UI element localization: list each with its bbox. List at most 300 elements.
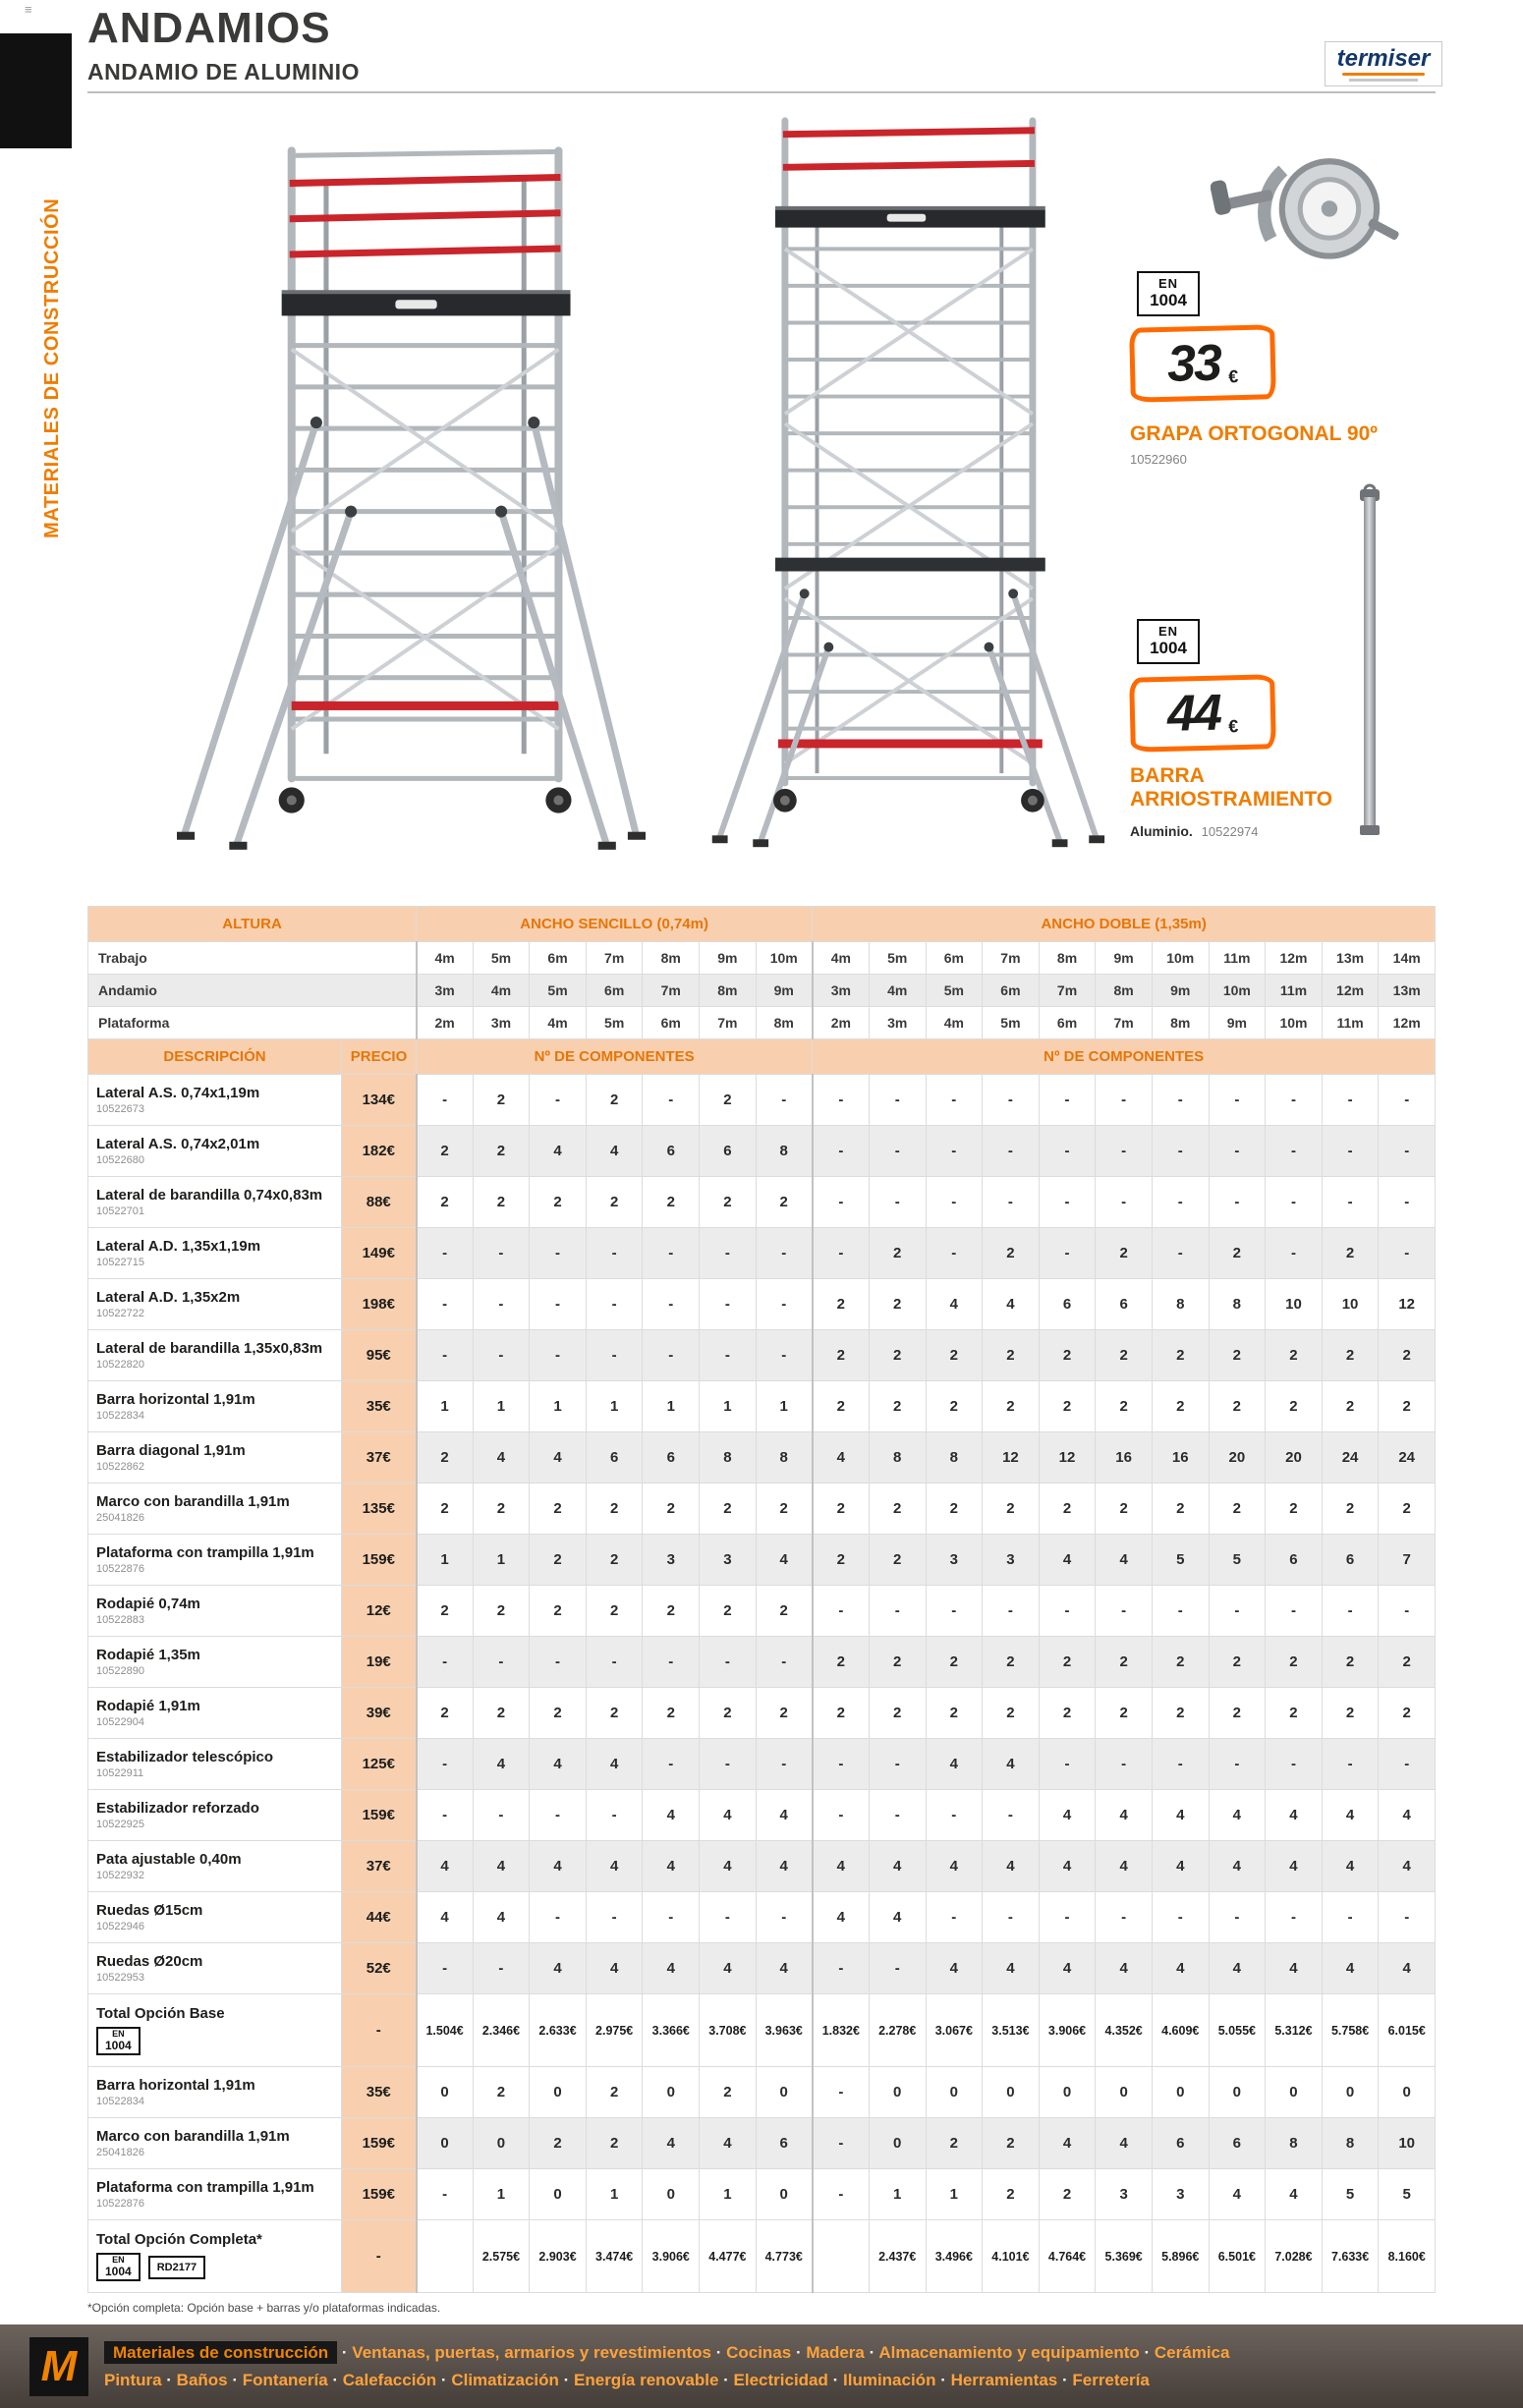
en-1004-badge [1137, 271, 1200, 316]
component-count: 2 [700, 1075, 757, 1126]
component-count: 2 [530, 1535, 587, 1586]
component-count: 2 [586, 2118, 643, 2169]
component-count: 3.513€ [983, 1994, 1040, 2067]
component-count: 2 [813, 1688, 870, 1739]
product-description [88, 1994, 342, 2067]
component-count: 4 [417, 1841, 474, 1892]
component-count: 2 [869, 1279, 926, 1330]
price-cell: 159€ [342, 2169, 417, 2220]
component-count: 8.160€ [1379, 2220, 1436, 2293]
footer-separator: · [935, 2370, 951, 2389]
component-count: 2 [586, 1177, 643, 1228]
product-description [88, 1279, 342, 1330]
component-count: 24 [1322, 1432, 1379, 1484]
component-count: 4 [1266, 1790, 1323, 1841]
component-count: 4 [813, 1841, 870, 1892]
component-count: - [869, 1075, 926, 1126]
component-count: 2 [417, 1484, 474, 1535]
component-count: - [586, 1228, 643, 1279]
component-count: 12 [1379, 1279, 1436, 1330]
product-code: 10522834 [96, 1410, 144, 1423]
component-count: 4 [813, 1432, 870, 1484]
component-count: 4 [700, 1841, 757, 1892]
component-count: 4 [530, 1943, 587, 1994]
component-count: 2 [983, 1484, 1040, 1535]
component-count: 2 [473, 1586, 530, 1637]
component-count: 2 [700, 1177, 757, 1228]
component-count: - [1152, 1228, 1209, 1279]
component-count: 2 [756, 1586, 813, 1637]
component-count: 4 [1209, 1841, 1266, 1892]
dimension-value: 4m [813, 942, 870, 975]
component-count: 3 [1152, 2169, 1209, 2220]
component-count: 2 [926, 1381, 983, 1432]
product-row [88, 1739, 1436, 1790]
price-cell: - [342, 2220, 417, 2293]
descripcion-header: DESCRIPCIÓN [88, 1039, 342, 1075]
component-count: 2 [1096, 1688, 1153, 1739]
component-count: 4 [1209, 1943, 1266, 1994]
component-count: - [1096, 1126, 1153, 1177]
component-count: 2 [983, 1228, 1040, 1279]
component-count [417, 2220, 474, 2293]
component-count: 0 [1209, 2067, 1266, 2118]
dimension-value: 12m [1266, 942, 1323, 975]
component-count: - [983, 1586, 1040, 1637]
component-count: - [1209, 1075, 1266, 1126]
component-count: - [983, 1790, 1040, 1841]
component-count: 3 [983, 1535, 1040, 1586]
component-count: 2 [1209, 1330, 1266, 1381]
component-count: 2 [530, 1484, 587, 1535]
component-count: 6 [756, 2118, 813, 2169]
component-count: - [813, 1943, 870, 1994]
price-cell: 159€ [342, 1535, 417, 1586]
component-count: 2 [473, 1177, 530, 1228]
component-count: 8 [756, 1126, 813, 1177]
component-count: - [473, 1279, 530, 1330]
product-code: 10522953 [96, 1972, 144, 1985]
component-count: 2 [1322, 1688, 1379, 1739]
component-count: 2 [983, 1637, 1040, 1688]
dimension-value: 6m [926, 942, 983, 975]
component-count: 20 [1266, 1432, 1323, 1484]
price-cell: 35€ [342, 1381, 417, 1432]
component-count: - [417, 1943, 474, 1994]
dimension-value: 9m [700, 942, 757, 975]
component-count: 2 [530, 1586, 587, 1637]
product-description [88, 1739, 342, 1790]
dimension-label: Andamio [88, 975, 417, 1007]
component-count: 6.015€ [1379, 1994, 1436, 2067]
component-count: 2 [1039, 1484, 1096, 1535]
product-code: 10522932 [96, 1870, 144, 1882]
component-count: 0 [417, 2118, 474, 2169]
component-count: - [813, 1790, 870, 1841]
product-description [88, 1484, 342, 1535]
component-count: 4 [1152, 1790, 1209, 1841]
component-count: 0 [473, 2118, 530, 2169]
component-count: 4 [1152, 1943, 1209, 1994]
component-count: - [700, 1228, 757, 1279]
component-count: 1 [756, 1381, 813, 1432]
header-divider [87, 91, 1436, 93]
component-count: 4 [1039, 1535, 1096, 1586]
component-count: 6 [1322, 1535, 1379, 1586]
product-description [88, 1330, 342, 1381]
component-count: - [1379, 1739, 1436, 1790]
footer-category: Cocinas [726, 2343, 792, 2363]
component-count: - [1209, 1126, 1266, 1177]
component-count: 4.352€ [1096, 1994, 1153, 2067]
component-count: 4 [1209, 2169, 1266, 2220]
price-cell: 125€ [342, 1739, 417, 1790]
component-count: 10 [1379, 2118, 1436, 2169]
component-count: - [1379, 1586, 1436, 1637]
component-count: 4 [643, 2118, 700, 2169]
dimension-value: 7m [1096, 1007, 1153, 1039]
component-count: - [643, 1330, 700, 1381]
component-count: 12 [983, 1432, 1040, 1484]
component-count: - [1322, 1586, 1379, 1637]
component-count: - [926, 1892, 983, 1943]
dimension-value: 4m [473, 975, 530, 1007]
component-count: - [1266, 1126, 1323, 1177]
component-count: - [1266, 1586, 1323, 1637]
component-count: - [869, 1739, 926, 1790]
component-count: 7.028€ [1266, 2220, 1323, 2293]
component-count: 2 [1209, 1484, 1266, 1535]
component-count: - [1152, 1177, 1209, 1228]
component-count: 1 [417, 1381, 474, 1432]
price-cell: 198€ [342, 1279, 417, 1330]
component-count: - [1039, 1739, 1096, 1790]
component-count: 5 [1152, 1535, 1209, 1586]
component-count: 4 [869, 1892, 926, 1943]
component-count: 4 [869, 1841, 926, 1892]
component-count: - [813, 2118, 870, 2169]
component-count: 1 [700, 1381, 757, 1432]
component-count: - [926, 1126, 983, 1177]
dimension-value: 14m [1379, 942, 1436, 975]
component-count: 2 [813, 1484, 870, 1535]
component-count: 2 [700, 1586, 757, 1637]
component-count: 2 [1039, 1688, 1096, 1739]
table-group-header-row [88, 907, 1436, 942]
component-count: 2 [586, 1535, 643, 1586]
dimension-value: 9m [1096, 942, 1153, 975]
footer-separator: · [1139, 2343, 1155, 2363]
footer-category: Baños [176, 2370, 228, 2389]
product-description [88, 1228, 342, 1279]
footer-category: Almacenamiento y equipamiento [878, 2343, 1140, 2363]
component-count: 12 [1039, 1432, 1096, 1484]
component-count: 2 [869, 1228, 926, 1279]
product-row [88, 1841, 1436, 1892]
dimension-value: 6m [983, 975, 1040, 1007]
component-count: 2 [700, 1484, 757, 1535]
component-count: 4 [530, 1126, 587, 1177]
component-count: - [813, 1126, 870, 1177]
product-row [88, 1279, 1436, 1330]
component-count: 2 [756, 1177, 813, 1228]
component-count: 2 [643, 1484, 700, 1535]
component-count: 1 [869, 2169, 926, 2220]
component-count: - [983, 1126, 1040, 1177]
component-count: - [1096, 1075, 1153, 1126]
component-count: 4 [1322, 1841, 1379, 1892]
component-count: 2 [586, 2067, 643, 2118]
scaffold-photo-left [142, 96, 678, 877]
component-count: 2 [1209, 1688, 1266, 1739]
product-row [88, 1330, 1436, 1381]
component-count: 2 [813, 1637, 870, 1688]
component-count: 0 [756, 2067, 813, 2118]
component-count: 2 [1322, 1330, 1379, 1381]
price-cell: 39€ [342, 1688, 417, 1739]
product-name: Plataforma con trampilla 1,91m [96, 2178, 314, 2196]
component-count: 0 [1266, 2067, 1323, 2118]
product-code: 10522925 [96, 1819, 144, 1831]
component-count: 2 [926, 1637, 983, 1688]
price-tag [1129, 324, 1276, 403]
product-name: Marco con barandilla 1,91m [96, 1492, 290, 1510]
product-name: Marco con barandilla 1,91m [96, 2127, 290, 2145]
en-badge-bottom: 1004 [1150, 291, 1187, 309]
component-count: 2 [530, 1177, 587, 1228]
component-count: 10 [1266, 1279, 1323, 1330]
footer-category: Electricidad [733, 2370, 828, 2389]
component-count: 1.832€ [813, 1994, 870, 2067]
product-description [88, 1790, 342, 1841]
component-count: - [813, 1739, 870, 1790]
component-count: - [1096, 1177, 1153, 1228]
component-count: 4 [530, 1841, 587, 1892]
dimension-value: 8m [1152, 1007, 1209, 1039]
component-count: 2 [1379, 1330, 1436, 1381]
component-count: 4 [813, 1892, 870, 1943]
component-count: - [1322, 1739, 1379, 1790]
en-badge-bottom: 1004 [105, 2264, 132, 2278]
component-count: 2 [1152, 1637, 1209, 1688]
component-count: - [756, 1330, 813, 1381]
product-description [88, 1432, 342, 1484]
product-code: 10522876 [96, 1563, 144, 1576]
en-badge-bottom: 1004 [105, 2038, 132, 2052]
component-count: 0 [1379, 2067, 1436, 2118]
product-name: Pata ajustable 0,40m [96, 1850, 242, 1868]
component-count: 5.758€ [1322, 1994, 1379, 2067]
footer-category: Iluminación [843, 2370, 936, 2389]
footer-separator: · [864, 2343, 879, 2363]
component-count: 1 [473, 1535, 530, 1586]
component-count: 4 [1039, 1790, 1096, 1841]
component-count: 8 [700, 1432, 757, 1484]
component-count: - [1096, 1586, 1153, 1637]
product-row [88, 1688, 1436, 1739]
component-count: 4 [756, 1841, 813, 1892]
component-count: 6 [1152, 2118, 1209, 2169]
norm-badges [96, 2253, 333, 2281]
total-row [88, 2220, 1436, 2293]
component-count: - [983, 1892, 1040, 1943]
component-count: 4 [983, 1739, 1040, 1790]
footer-category: Materiales de construcción [104, 2341, 337, 2364]
component-count: - [586, 1892, 643, 1943]
component-count: - [473, 1330, 530, 1381]
component-count: - [1039, 1586, 1096, 1637]
component-count: 2 [417, 1688, 474, 1739]
component-count: - [417, 1739, 474, 1790]
price-cell: 135€ [342, 1484, 417, 1535]
component-count: - [1266, 1739, 1323, 1790]
norm-badges [96, 2027, 333, 2055]
component-count: 2.346€ [473, 1994, 530, 2067]
component-count: 4 [1096, 1841, 1153, 1892]
dimension-label: Plataforma [88, 1007, 417, 1039]
footer-separator: · [558, 2370, 575, 2389]
component-count: - [1209, 1586, 1266, 1637]
en-badge-top: EN [1157, 276, 1179, 291]
footer-category: Ventanas, puertas, armarios y revestimientos [352, 2343, 711, 2363]
product-name: Estabilizador telescópico [96, 1748, 274, 1765]
footer-category: Cerámica [1154, 2343, 1230, 2363]
footer-separator: · [161, 2370, 177, 2389]
component-count: 5 [1322, 2169, 1379, 2220]
component-count: - [530, 1228, 587, 1279]
dimension-value: 10m [756, 942, 813, 975]
component-count: 2 [813, 1535, 870, 1586]
component-count: 4 [473, 1892, 530, 1943]
footer-separator: · [791, 2343, 807, 2363]
component-count: 8 [1209, 1279, 1266, 1330]
product-code: 25041826 [96, 2147, 144, 2159]
component-count: - [1322, 1892, 1379, 1943]
component-count: 1 [700, 2169, 757, 2220]
component-count: - [643, 1279, 700, 1330]
component-count: 4.764€ [1039, 2220, 1096, 2293]
component-count: 4 [1266, 1841, 1323, 1892]
component-count: 2 [983, 1330, 1040, 1381]
product-description [88, 2169, 342, 2220]
product-row [88, 1484, 1436, 1535]
footer-separator: · [827, 2370, 843, 2389]
component-count: 4 [926, 1739, 983, 1790]
component-count: 1 [586, 2169, 643, 2220]
component-count: - [869, 1943, 926, 1994]
component-count: 2 [1096, 1330, 1153, 1381]
component-count: 4 [926, 1841, 983, 1892]
component-count: 2 [813, 1381, 870, 1432]
component-count: - [643, 1892, 700, 1943]
en-badge-top: EN [112, 2029, 125, 2040]
dimension-value: 3m [473, 1007, 530, 1039]
component-count: - [1379, 1177, 1436, 1228]
component-count: 2 [417, 1432, 474, 1484]
component-count: - [1266, 1177, 1323, 1228]
component-count: - [926, 1790, 983, 1841]
en-1004-badge [96, 2253, 141, 2281]
component-count: - [1209, 1892, 1266, 1943]
product-description [88, 1177, 342, 1228]
component-count: - [1152, 1126, 1209, 1177]
product-name: Lateral A.D. 1,35x1,19m [96, 1237, 261, 1255]
component-count: 4 [1322, 1943, 1379, 1994]
component-count: 4 [1322, 1790, 1379, 1841]
dimension-value: 3m [417, 975, 474, 1007]
price-cell: 37€ [342, 1432, 417, 1484]
component-count: - [643, 1739, 700, 1790]
dimension-value: 6m [530, 942, 587, 975]
component-count: 2 [700, 2067, 757, 2118]
footer-separator: · [718, 2370, 734, 2389]
product-code: 10522904 [96, 1716, 144, 1729]
product-row [88, 1228, 1436, 1279]
price-tag [1129, 674, 1276, 753]
component-count: - [1039, 1177, 1096, 1228]
product-name: Total Opción Base [96, 2004, 225, 2022]
component-count: 4 [700, 1790, 757, 1841]
component-count: 2 [983, 2169, 1040, 2220]
component-count: 4 [700, 2118, 757, 2169]
component-count: 4 [1379, 1790, 1436, 1841]
product-name: Rodapié 1,35m [96, 1646, 200, 1663]
product-row [88, 1432, 1436, 1484]
dimension-value: 7m [586, 942, 643, 975]
product-row [88, 1126, 1436, 1177]
component-count: 4 [473, 1432, 530, 1484]
component-count: - [983, 1075, 1040, 1126]
component-count: 4 [586, 1126, 643, 1177]
component-count: - [756, 1075, 813, 1126]
dimension-value: 10m [1266, 1007, 1323, 1039]
product-row [88, 1075, 1436, 1126]
component-count: 2 [1039, 1381, 1096, 1432]
component-count: 2 [1096, 1637, 1153, 1688]
dimension-value: 7m [1039, 975, 1096, 1007]
component-count: 4 [643, 1943, 700, 1994]
en-1004-badge [96, 2027, 141, 2055]
component-count: 2.903€ [530, 2220, 587, 2293]
dimension-value: 13m [1379, 975, 1436, 1007]
component-count: - [1209, 1739, 1266, 1790]
product-name: GRAPA ORTOGONAL 90º [1130, 422, 1378, 445]
price-cell: 159€ [342, 2118, 417, 2169]
component-count: 6 [1096, 1279, 1153, 1330]
dimension-value: 2m [417, 1007, 474, 1039]
dimension-value: 4m [530, 1007, 587, 1039]
dimension-value: 11m [1209, 942, 1266, 975]
component-count: 2 [869, 1535, 926, 1586]
component-count: 2 [473, 1688, 530, 1739]
component-count: 6 [586, 1432, 643, 1484]
component-count: 3.963€ [756, 1994, 813, 2067]
component-count: 2.633€ [530, 1994, 587, 2067]
component-count: 2 [586, 1075, 643, 1126]
product-row [88, 2169, 1436, 2220]
product-code: 10522834 [96, 2096, 144, 2108]
component-count: 0 [643, 2067, 700, 2118]
price-cell: 35€ [342, 2067, 417, 2118]
component-count: - [473, 1943, 530, 1994]
dimension-value: 11m [1322, 1007, 1379, 1039]
component-count: 2 [869, 1330, 926, 1381]
component-count: 6 [643, 1126, 700, 1177]
footer-category: Fontanería [242, 2370, 328, 2389]
scaffold-photo-right [693, 96, 1110, 877]
price-value: 44 [1166, 684, 1221, 743]
dimension-value: 3m [869, 1007, 926, 1039]
